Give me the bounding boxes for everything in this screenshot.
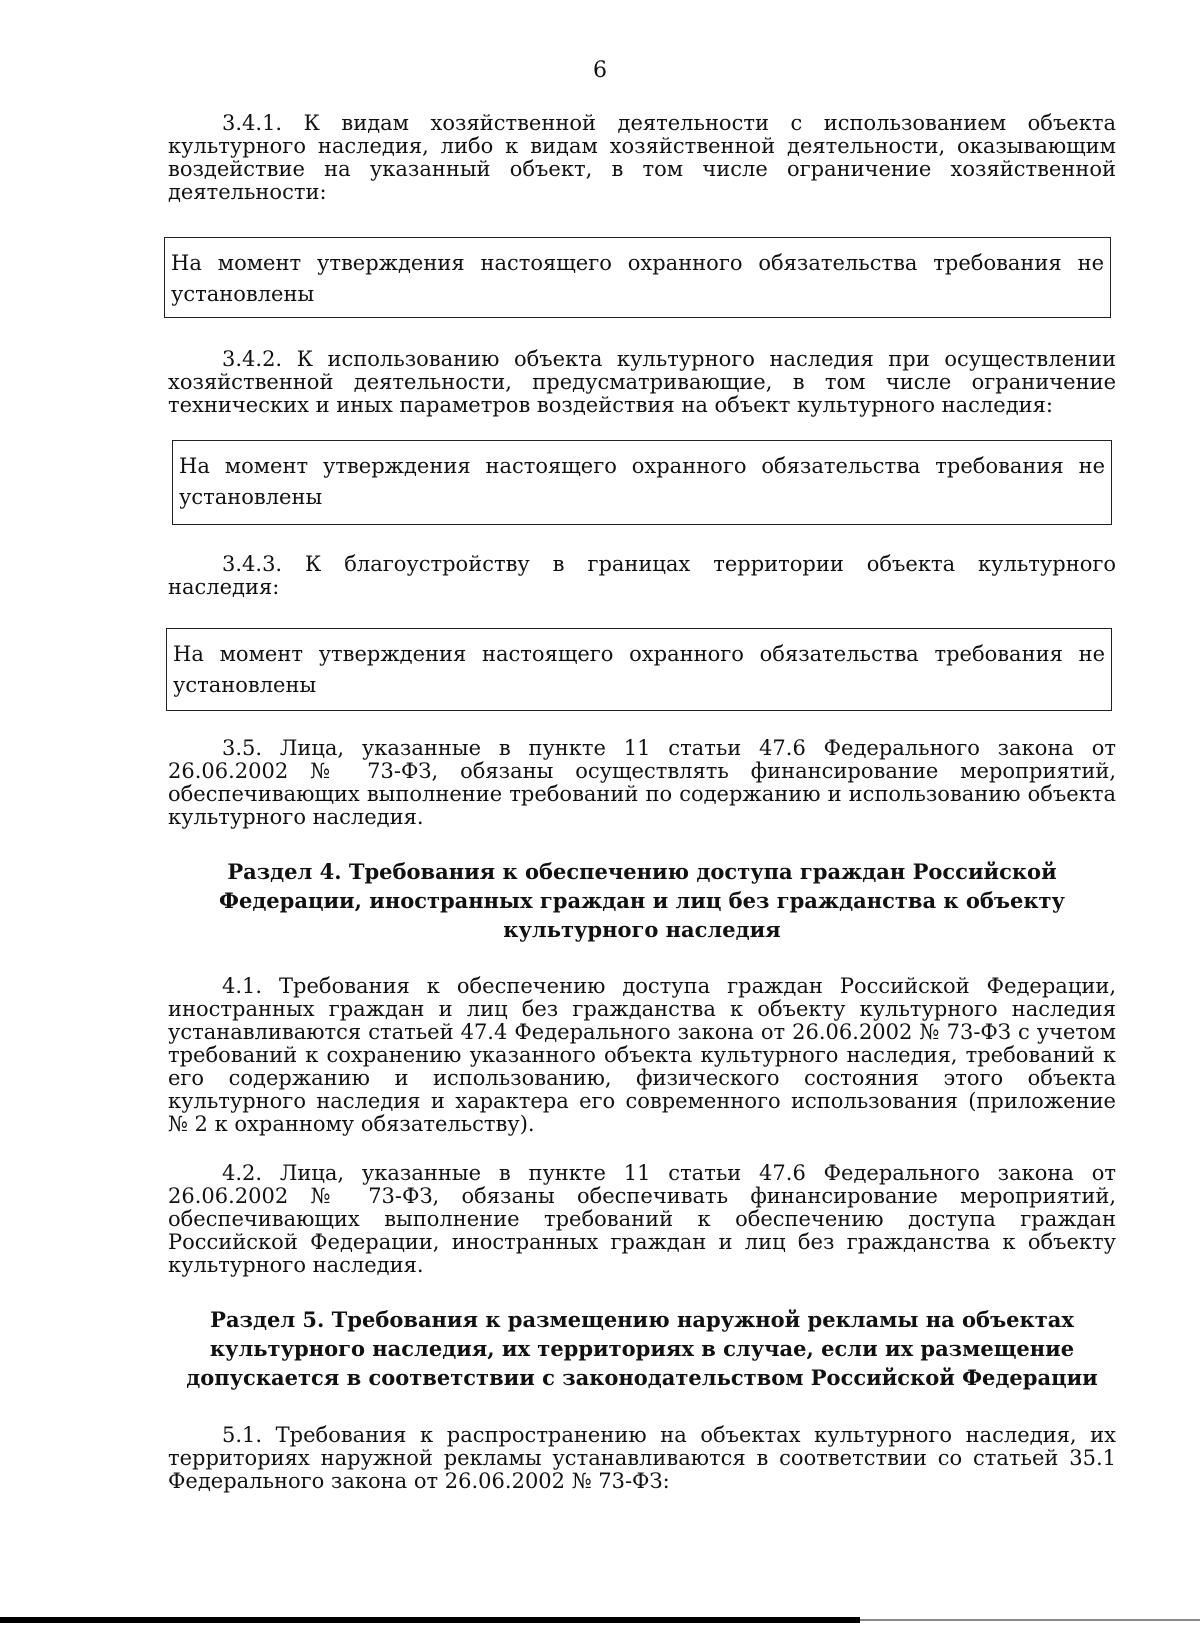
paragraph-3-5: 3.5. Лица, указанные в пункте 11 статьи 47.6 Федерального закона от 26.06.2002 № 73-ФЗ, обязаны осуществлять финансирование мероприятий, обеспечивающих выполнение требований по содержанию и использованию объекта культурного наследия. [168, 736, 1116, 829]
bottom-scan-border-thin [860, 1619, 1200, 1621]
paragraph-4-2: 4.2. Лица, указанные в пункте 11 статьи 47.6 Федерального закона от 26.06.2002 № 73-ФЗ, обязаны обеспечивать финансирование мероприятий, обеспечивающих выполнение требований к обеспечению доступа граждан Российской Федерации, иностранных граждан и лиц без гражданства к объекту культурного наследия. [168, 1161, 1116, 1277]
section-4-heading: Раздел 4. Требования к обеспечению доступа граждан Российской Федерации, иностранных граждан и лиц без гражданства к объекту культурного наследия [219, 859, 1065, 942]
requirements-box-3: На момент утверждения настоящего охранного обязательства требования не установлены [166, 628, 1112, 711]
bottom-scan-border [0, 1617, 860, 1623]
requirements-box-2: На момент утверждения настоящего охранного обязательства требования не установлены [172, 440, 1112, 525]
section-5-heading: Раздел 5. Требования к размещению наружной рекламы на объектах культурного наследия, их территориях в случае, если их размещение допускается в соответствии с законодательством Российской Федерации [186, 1307, 1098, 1390]
paragraph-3-4-3: 3.4.3. К благоустройству в границах территории объекта культурного наследия: [168, 552, 1116, 599]
page-number: 6 [593, 58, 607, 83]
paragraph-5-1: 5.1. Требования к распространению на объектах культурного наследия, их территориях наружной рекламы устанавливаются в соответствии со статьей 35.1 Федерального закона от 26.06.2002 № 73-ФЗ: [168, 1423, 1116, 1493]
paragraph-3-4-2: 3.4.2. К использованию объекта культурного наследия при осуществлении хозяйственной деятельности, предусматривающие, в том числе ограничение технических и иных параметров воздействия на объект культурного наследия: [168, 347, 1116, 417]
requirements-box-1: На момент утверждения настоящего охранного обязательства требования не установлены [164, 237, 1111, 318]
paragraph-3-4-1: 3.4.1. К видам хозяйственной деятельности с использованием объекта культурного наследия, либо к видам хозяйственной деятельности, оказывающим воздействие на указанный объект, в том числе ограничение хозяйственной деятельности: [168, 111, 1116, 204]
paragraph-4-1: 4.1. Требования к обеспечению доступа граждан Российской Федерации, иностранных граждан и лиц без гражданства к объекту культурного наследия устанавливаются статьей 47.4 Федерального закона от 26.06.2002 № 73-ФЗ с учетом требований к сохранению указанного объекта культурного наследия, требований к его содержанию и использованию, физического состояния этого объекта культурного наследия и характера его современного использования (приложение № 2 к охранному обязательству). [168, 974, 1116, 1136]
